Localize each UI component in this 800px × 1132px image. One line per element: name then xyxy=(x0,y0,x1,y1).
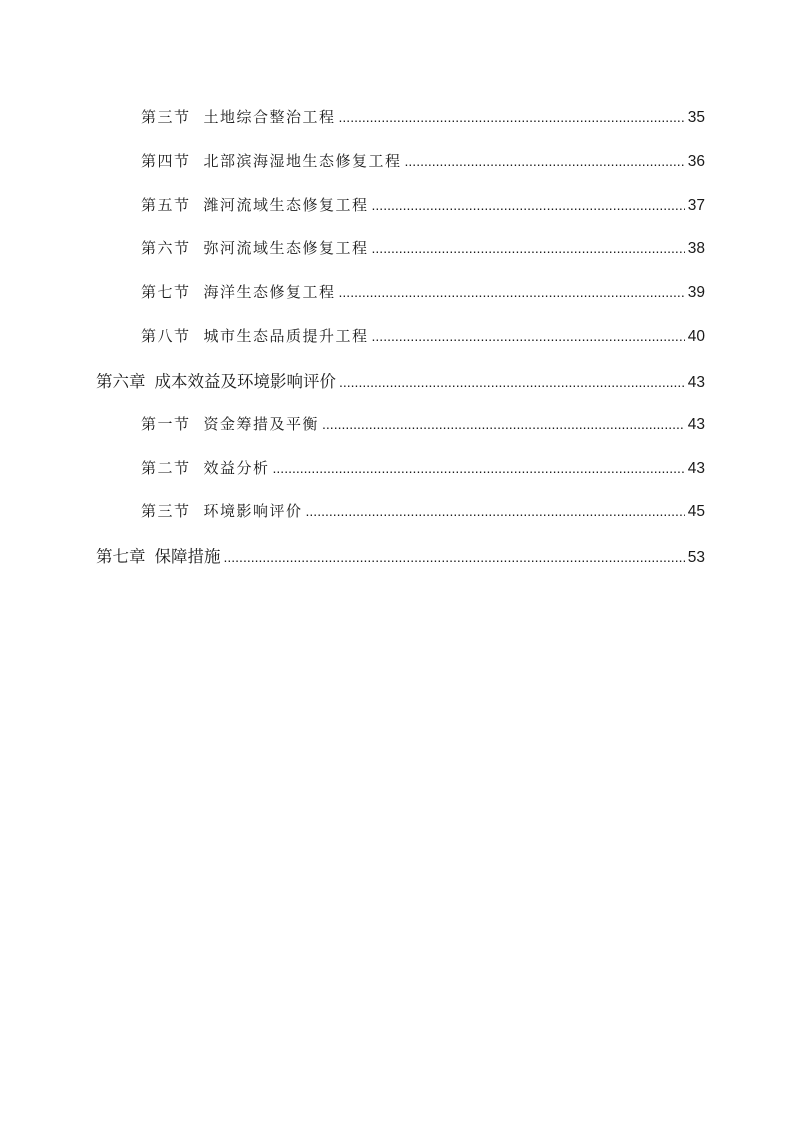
toc-page-number: 39 xyxy=(687,284,705,301)
toc-entry-number: 第二节 xyxy=(141,459,191,477)
toc-dot-leader xyxy=(372,328,685,344)
toc-page-number: 38 xyxy=(687,240,705,257)
toc-entry-title: 效益分析 xyxy=(203,459,270,477)
toc-dot-leader xyxy=(273,460,685,476)
toc-entry-title: 土地综合整治工程 xyxy=(203,108,336,126)
toc-entry-number: 第八节 xyxy=(141,327,191,345)
toc-entry-section[interactable] xyxy=(141,237,705,265)
toc-entry-number: 第六节 xyxy=(141,239,191,257)
toc-entry-title: 海洋生态修复工程 xyxy=(203,283,336,301)
toc-entry-title: 北部滨海湿地生态修复工程 xyxy=(203,152,402,170)
toc-page-number: 43 xyxy=(687,416,705,433)
toc-entry-number: 第七章 xyxy=(96,547,146,566)
toc-dot-leader xyxy=(339,374,685,390)
toc-entry-section[interactable] xyxy=(141,413,705,441)
toc-entry-section[interactable] xyxy=(141,106,705,134)
toc-entry-chapter[interactable] xyxy=(96,543,705,571)
toc-entry-chapter[interactable] xyxy=(96,368,705,396)
toc-entry-number: 第一节 xyxy=(141,415,191,433)
toc-entry-section[interactable] xyxy=(141,457,705,485)
toc-page-number: 37 xyxy=(687,197,705,214)
toc-entry-title: 环境影响评价 xyxy=(203,502,303,520)
toc-page-number: 36 xyxy=(687,153,705,170)
toc-page-number: 35 xyxy=(687,109,705,126)
toc-page-number: 45 xyxy=(687,503,705,520)
toc-page-number: 53 xyxy=(687,549,705,566)
toc-dot-leader xyxy=(339,109,685,125)
toc-entry-section[interactable] xyxy=(141,500,705,528)
toc-entry-section[interactable] xyxy=(141,194,705,222)
toc-dot-leader xyxy=(405,153,685,169)
toc-entry-number: 第七节 xyxy=(141,283,191,301)
toc-entry-number: 第三节 xyxy=(141,502,191,520)
toc-entry-title: 城市生态品质提升工程 xyxy=(203,327,369,345)
toc-dot-leader xyxy=(306,503,685,519)
toc-dot-leader xyxy=(372,240,685,256)
toc-dot-leader xyxy=(224,549,685,565)
toc-entry-title: 弥河流域生态修复工程 xyxy=(203,239,369,257)
toc-entry-title: 保障措施 xyxy=(154,547,221,566)
toc-entry-number: 第四节 xyxy=(141,152,191,170)
toc-dot-leader xyxy=(372,197,685,213)
toc-page-number: 43 xyxy=(687,374,705,391)
toc-entry-section[interactable] xyxy=(141,281,705,309)
toc-entry-number: 第三节 xyxy=(141,108,191,126)
toc-entry-title: 潍河流域生态修复工程 xyxy=(203,196,369,214)
toc-entry-section[interactable] xyxy=(141,325,705,353)
toc-entry-title: 成本效益及环境影响评价 xyxy=(154,372,336,391)
toc-entry-section[interactable] xyxy=(141,150,705,178)
toc-page-number: 40 xyxy=(687,328,705,345)
toc-dot-leader xyxy=(339,284,685,300)
toc-entry-title: 资金筹措及平衡 xyxy=(203,415,320,433)
toc-dot-leader xyxy=(322,416,685,432)
toc-entry-number: 第六章 xyxy=(96,372,146,391)
toc-page-number: 43 xyxy=(687,460,705,477)
toc-entry-number: 第五节 xyxy=(141,196,191,214)
